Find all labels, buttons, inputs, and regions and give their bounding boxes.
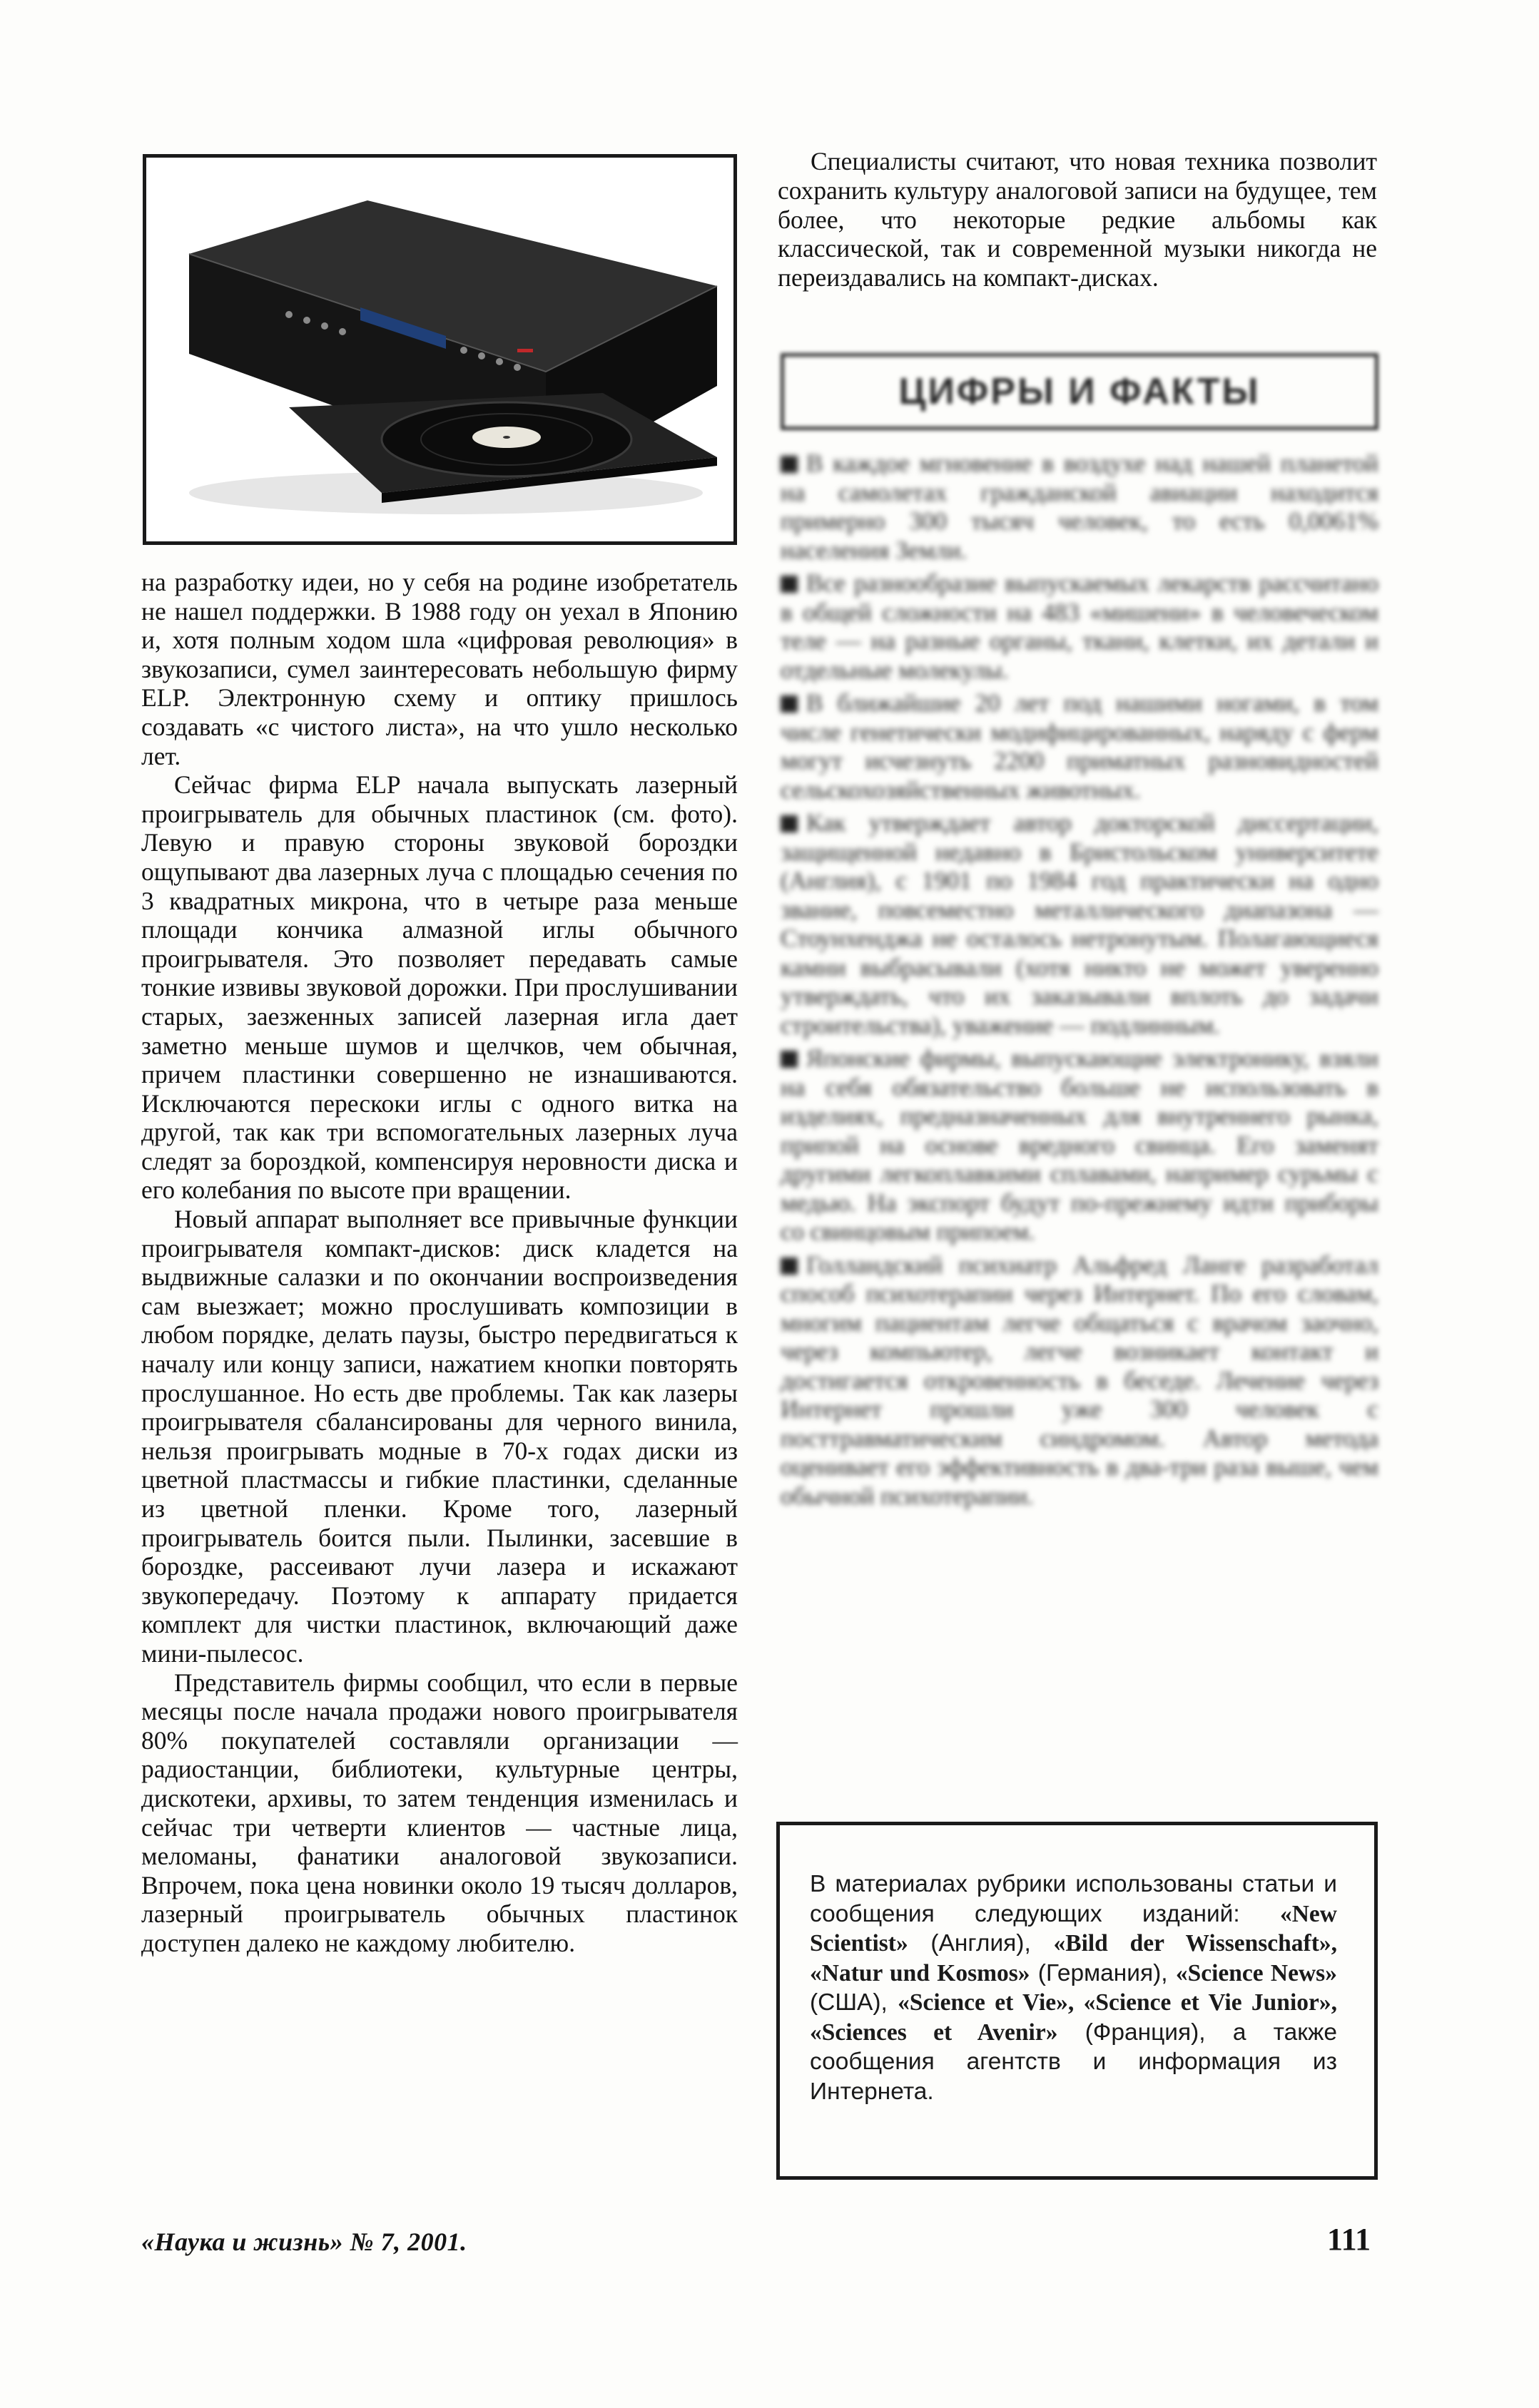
facts-title: ЦИФРЫ И ФАКТЫ: [898, 371, 1261, 412]
square-bullet-icon: [781, 456, 798, 473]
article-paragraph: на разработку идеи, но у себя на родине изобретатель не нашел поддержки. В 1988 году он уехал в Японию и, хотя полным ходом шла «цифровая революция» в звукозаписи, сумел заинтересовать небольшую фирму ELP. Электронную схему и оптику пришлось создавать «с чистого листа», на что ушло несколько лет.: [141, 568, 738, 770]
facts-section-header: [781, 353, 1378, 430]
page-number: 111: [1327, 2222, 1371, 2257]
turntable-photo: [143, 154, 737, 545]
source-name: «New Scientist»: [810, 1900, 1337, 1956]
square-bullet-icon: [781, 1051, 798, 1068]
square-bullet-icon: [781, 815, 798, 832]
right-column-intro: [778, 147, 1377, 292]
square-bullet-icon: [781, 1257, 798, 1275]
publication-footer: «Наука и жизнь» № 7, 2001.: [141, 2228, 467, 2256]
sources-box: В материалах рубрики использованы статьи и сообщения следующих изданий: «New Scientist» (Англия), «Bild der Wissenschaft», «Natur und Kosmos» (Германия), «Science News» (США), «Science et Vie», «Science et Vie Junior», «Sciences et Avenir» (Франция), а также сообщения агентств и информация из Интернета.: [776, 1822, 1378, 2180]
article-paragraph: Сейчас фирма ELP начала выпускать лазерный проигрыватель для обычных пластинок (см. фото). Левую и правую стороны звуковой бороздки ощупывают два лазерных луча с площадью сечения по 3 квадратных микрона, что в четыре раза меньше площади кончика алмазной иглы обычного проигрывателя. Это позволяет передавать самые тонкие извивы звуковой дорожки. При прослушивании старых, заезженных записей лазерная игла дает заметно меньше шумов и щелчков, чем обычная, причем пластинки совершенно не изнашиваются. Исключаются перескоки иглы с одного витка на другой, так как три вспомогательных лазерных луча следят за бороздкой, компенсируя неровности диска и его колебания по высоте при вращении.: [141, 770, 738, 1205]
source-name: «Bild der Wissenschaft», «Natur und Kosmos»: [810, 1930, 1337, 1986]
fact-item: Голландский психиатр Альфред Ланге разработал способ психотерапии через Интернет. По его словам, многим пациентам легче общаться с врачом заочно, через компьютер, легче возникает контакт и достигается откровенность в беседе. Лечение через Интернет прошли уже 300 человек с посттравматическим синдромом. Автор метода оценивает его эффективность в два-три раза выше, чем обычной психотерапии.: [781, 1250, 1378, 1510]
fact-item: Как утверждает автор докторской диссертации, защищенной недавно в Бристольском университете (Англия), с 1901 по 1984 год практически на одно звание, повсеместно металлического диапазона — Стоунхенджа не осталось нетронутым. Полагающиеся камни выбрасывали (хотя никто не может уверенно утверждать, что их заказывали вплоть до задачи строительства), уважение — подлинным.: [781, 809, 1378, 1039]
left-column: [141, 568, 738, 1958]
article-paragraph: Новый аппарат выполняет все привычные функции проигрывателя компакт-дисков: диск кладется на выдвижные салазки и по окончании воспроизведения сам выезжает; можно прослушивать композиции в любом порядке, делать паузы, быстро передвигаться к началу или концу записи, нажатием кнопки повторять прослушанное. Но есть две проблемы. Так как лазеры проигрывателя сбалансированы для черного винила, нельзя проигрывать модные в 70-х годах диски из цветной пластмассы и гибкие пластинки, сделанные из цветной пленки. Кроме того, лазерный проигрыватель боится пыли. Пылинки, засевшие в бороздке, рассеивают лучи лазера и искажают звукопередачу. Поэтому к аппарату придается комплект для чистки пластинок, включающий даже мини-пылесос.: [141, 1205, 738, 1668]
source-name: «Science et Vie», «Science et Vie Junior», «Sciences et Avenir»: [810, 1989, 1337, 2046]
fact-item: Японские фирмы, выпускающие электронику, взяли на себя обязательство больше не использовать в изделиях, предназначенных для внутреннего рынка, припой на основе вредного свинца. Его заменят другими легкоплавкими сплавами, например сурьмы с медью. На экспорт будут по-прежнему идти приборы со свинцовым припоем.: [781, 1044, 1378, 1245]
article-paragraph: Представитель фирмы сообщил, что если в первые месяцы после начала продажи нового проигрывателя 80% покупателей составляли организации — радиостанции, библиотеки, культурные центры, дискотеки, архивы, то затем тенденция изменилась и сейчас три четверти клиентов — частные лица, меломаны, фанатики аналоговой звукозаписи. Впрочем, пока цена новинки около 19 тысяч долларов, лазерный проигрыватель обычных пластинок доступен далеко не каждому любителю.: [141, 1668, 738, 1957]
article-paragraph: Специалисты считают, что новая техника позволит сохранить культуру аналоговой записи на будущее, тем более, что некоторые редкие альбомы как классической, так и современной музыки никогда не переиздавались на компакт-дисках.: [778, 147, 1377, 292]
laser-turntable-illustration: [146, 158, 733, 541]
source-name: «Science News»: [1175, 1959, 1337, 1986]
fact-item: В ближайшие 20 лет под нашими ногами, в том числе генетически модифицированных, наряду с ферм могут исчезнуть 2200 приматных разновидностей сельскохозяйственных животных.: [781, 689, 1378, 804]
fact-item: В каждое мгновение в воздухе над нашей планетой на самолетах гражданской авиации находится примерно 300 тысяч человек, то есть 0,0061% населения Земли.: [781, 449, 1378, 564]
square-bullet-icon: [781, 576, 798, 593]
square-bullet-icon: [781, 695, 798, 713]
fact-item: Все разнообразие выпускаемых лекарств рассчитано в общей сложности на 483 «мишени» в человеческом теле — на разные органы, ткани, клетки, их детали и отдельные молекулы.: [781, 569, 1378, 684]
facts-list: [781, 449, 1378, 1515]
